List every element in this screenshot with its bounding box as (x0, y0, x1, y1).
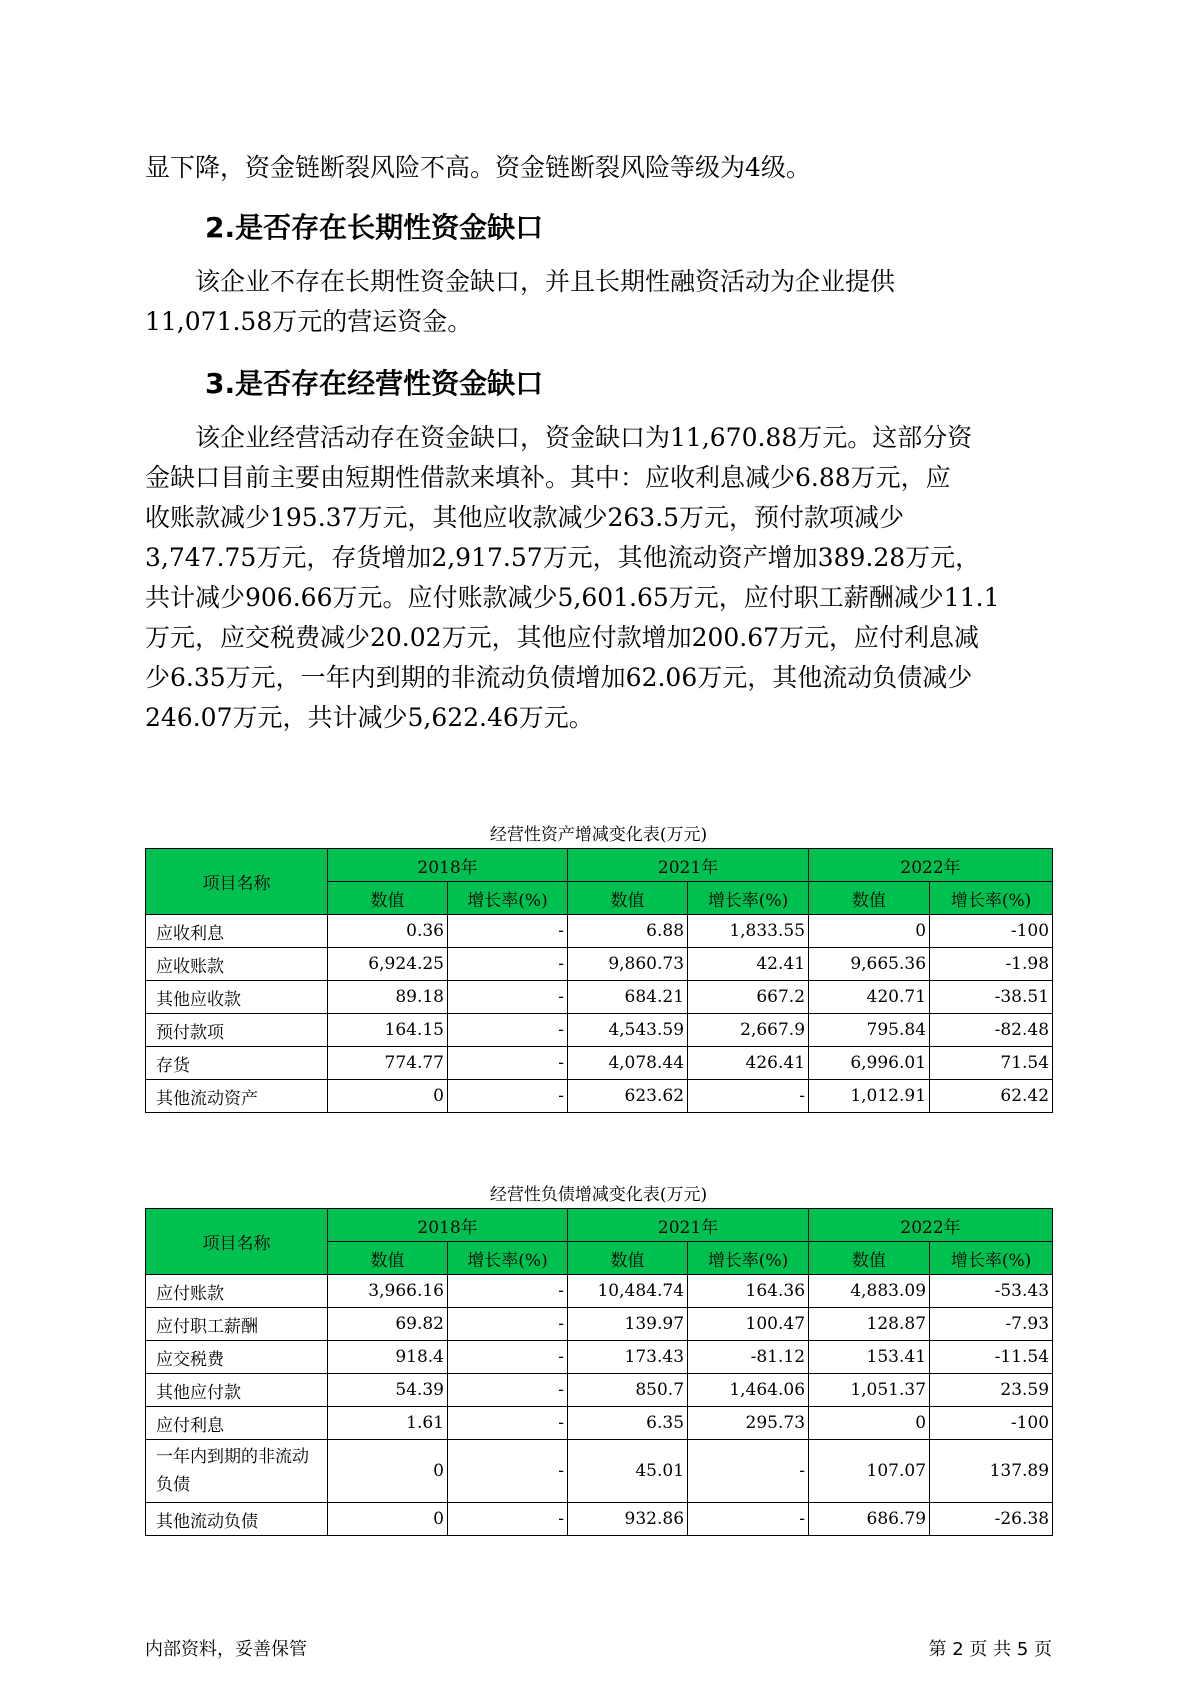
cell: 139.97 (568, 1308, 688, 1341)
header-row-years (146, 1209, 1053, 1242)
row-name: 一年内到期的非流动负债 (146, 1440, 328, 1503)
cell: 0 (328, 1440, 448, 1503)
cell: 173.43 (568, 1341, 688, 1374)
row-name: 应收账款 (146, 948, 328, 981)
heading-long-term-gap: 2.是否存在长期性资金缺口 (205, 211, 544, 244)
cell: 164.36 (688, 1275, 809, 1308)
cell: - (448, 1341, 568, 1374)
cell: 71.54 (930, 1047, 1053, 1080)
cell: - (688, 1503, 809, 1536)
cell: - (448, 1275, 568, 1308)
cell: 137.89 (930, 1440, 1053, 1503)
row-name: 应付利息 (146, 1407, 328, 1440)
cell: -1.98 (930, 948, 1053, 981)
liabilities-table-caption: 经营性负债增减变化表(万元) (489, 1185, 708, 1205)
header-growth: 增长率(%) (930, 1242, 1053, 1275)
text-line: 显下降，资金链断裂风险不高。资金链断裂风险等级为4级。 (145, 153, 811, 182)
cell: -82.48 (930, 1014, 1053, 1047)
table-row (146, 1080, 1053, 1113)
cell: - (688, 1080, 809, 1113)
header-year-2021: 2021年 (568, 849, 809, 882)
cell: -81.12 (688, 1341, 809, 1374)
paragraph-long-term-gap (145, 262, 1065, 342)
assets-table-caption: 经营性资产增减变化表(万元) (489, 825, 708, 845)
cell: -7.93 (930, 1308, 1053, 1341)
cell: 128.87 (809, 1308, 930, 1341)
header-year-2018: 2018年 (328, 1209, 568, 1242)
row-name: 应付账款 (146, 1275, 328, 1308)
cell: 6.35 (568, 1407, 688, 1440)
text-line: 3,747.75万元，存货增加2,917.57万元，其他流动资产增加389.28万元， (145, 543, 981, 572)
header-value: 数值 (809, 882, 930, 915)
cell: -38.51 (930, 981, 1053, 1014)
table-row (146, 1275, 1053, 1308)
text-line: 该企业经营活动存在资金缺口，资金缺口为11,670.88万元。这部分资 (145, 423, 973, 452)
cell: 4,078.44 (568, 1047, 688, 1080)
table-row (146, 1014, 1053, 1047)
cell: 9,665.36 (809, 948, 930, 981)
table-row (146, 915, 1053, 948)
cell: - (448, 1407, 568, 1440)
cell: 153.41 (809, 1341, 930, 1374)
footer-confidential-note: 内部资料，妥善保管 (145, 1639, 307, 1660)
cell: 1,012.91 (809, 1080, 930, 1113)
header-year-2022: 2022年 (809, 849, 1053, 882)
cell: 0 (328, 1080, 448, 1113)
cell: 932.86 (568, 1503, 688, 1536)
row-name: 其他应收款 (146, 981, 328, 1014)
header-item-name: 项目名称 (146, 849, 328, 915)
cell: -26.38 (930, 1503, 1053, 1536)
header-year-2018: 2018年 (328, 849, 568, 882)
header-year-2021: 2021年 (568, 1209, 809, 1242)
cell: 54.39 (328, 1374, 448, 1407)
cell: 4,543.59 (568, 1014, 688, 1047)
cell: 295.73 (688, 1407, 809, 1440)
cell: 1,464.06 (688, 1374, 809, 1407)
text-line: 246.07万元，共计减少5,622.46万元。 (145, 703, 594, 732)
cell: 45.01 (568, 1440, 688, 1503)
table-row (146, 1308, 1053, 1341)
cell: 0 (809, 1407, 930, 1440)
cell: 1,051.37 (809, 1374, 930, 1407)
cell: -100 (930, 1407, 1053, 1440)
liabilities-table (145, 1208, 1053, 1536)
cell: 623.62 (568, 1080, 688, 1113)
cell: 420.71 (809, 981, 930, 1014)
cell: 10,484.74 (568, 1275, 688, 1308)
cell: 774.77 (328, 1047, 448, 1080)
cell: 667.2 (688, 981, 809, 1014)
cell: - (448, 981, 568, 1014)
header-growth: 增长率(%) (688, 1242, 809, 1275)
cell: 6,924.25 (328, 948, 448, 981)
paragraph-risk-conclusion (145, 148, 1065, 188)
cell: - (448, 1014, 568, 1047)
cell: 6.88 (568, 915, 688, 948)
cell: 918.4 (328, 1341, 448, 1374)
cell: 42.41 (688, 948, 809, 981)
cell: 1,833.55 (688, 915, 809, 948)
cell: - (448, 1440, 568, 1503)
cell: 0 (809, 915, 930, 948)
text-line: 收账款减少195.37万元，其他应收款减少263.5万元，预付款项减少 (145, 503, 905, 532)
header-growth: 增长率(%) (448, 882, 568, 915)
row-name: 应交税费 (146, 1341, 328, 1374)
cell: -100 (930, 915, 1053, 948)
footer-page-number: 第 2 页 共 5 页 (928, 1639, 1052, 1660)
cell: 100.47 (688, 1308, 809, 1341)
header-value: 数值 (809, 1242, 930, 1275)
cell: - (448, 915, 568, 948)
cell: 850.7 (568, 1374, 688, 1407)
cell: 62.42 (930, 1080, 1053, 1113)
cell: 0.36 (328, 915, 448, 948)
header-year-2022: 2022年 (809, 1209, 1053, 1242)
header-value: 数值 (568, 1242, 688, 1275)
cell: 2,667.9 (688, 1014, 809, 1047)
table-row (146, 1374, 1053, 1407)
text-line: 11,071.58万元的营运资金。 (145, 307, 473, 336)
header-value: 数值 (568, 882, 688, 915)
assets-table (145, 848, 1053, 1113)
cell: 6,996.01 (809, 1047, 930, 1080)
text-line: 该企业不存在长期性资金缺口，并且长期性融资活动为企业提供 (145, 267, 896, 296)
cell: 107.07 (809, 1440, 930, 1503)
row-name: 应付职工薪酬 (146, 1308, 328, 1341)
header-growth: 增长率(%) (930, 882, 1053, 915)
cell: - (688, 1440, 809, 1503)
header-value: 数值 (328, 1242, 448, 1275)
cell: 426.41 (688, 1047, 809, 1080)
cell: 9,860.73 (568, 948, 688, 981)
cell: 23.59 (930, 1374, 1053, 1407)
table-row (146, 1440, 1053, 1503)
row-name: 其他应付款 (146, 1374, 328, 1407)
text-line: 共计减少906.66万元。应付账款减少5,601.65万元，应付职工薪酬减少11.1 (145, 583, 1000, 612)
cell: 4,883.09 (809, 1275, 930, 1308)
header-item-name: 项目名称 (146, 1209, 328, 1275)
header-value: 数值 (328, 882, 448, 915)
cell: - (448, 1503, 568, 1536)
table-row (146, 948, 1053, 981)
cell: 684.21 (568, 981, 688, 1014)
cell: - (448, 1374, 568, 1407)
row-name: 其他流动负债 (146, 1503, 328, 1536)
text-line: 少6.35万元，一年内到期的非流动负债增加62.06万元，其他流动负债减少 (145, 663, 973, 692)
cell: 686.79 (809, 1503, 930, 1536)
header-growth: 增长率(%) (448, 1242, 568, 1275)
table-row (146, 1341, 1053, 1374)
cell: 1.61 (328, 1407, 448, 1440)
text-line: 万元，应交税费减少20.02万元，其他应付款增加200.67万元，应付利息减 (145, 623, 980, 652)
row-name: 其他流动资产 (146, 1080, 328, 1113)
header-row-years (146, 849, 1053, 882)
cell: - (448, 948, 568, 981)
row-name: 存货 (146, 1047, 328, 1080)
header-growth: 增长率(%) (688, 882, 809, 915)
cell: 3,966.16 (328, 1275, 448, 1308)
cell: -11.54 (930, 1341, 1053, 1374)
heading-operating-gap: 3.是否存在经营性资金缺口 (205, 367, 544, 400)
cell: - (448, 1047, 568, 1080)
cell: 0 (328, 1503, 448, 1536)
table-row (146, 1047, 1053, 1080)
cell: -53.43 (930, 1275, 1053, 1308)
table-row (146, 1503, 1053, 1536)
cell: - (448, 1080, 568, 1113)
cell: 795.84 (809, 1014, 930, 1047)
cell: 69.82 (328, 1308, 448, 1341)
cell: 164.15 (328, 1014, 448, 1047)
cell: - (448, 1308, 568, 1341)
cell: 89.18 (328, 981, 448, 1014)
row-name: 应收利息 (146, 915, 328, 948)
row-name: 预付款项 (146, 1014, 328, 1047)
text-line: 金缺口目前主要由短期性借款来填补。其中：应收利息减少6.88万元，应 (145, 463, 951, 492)
paragraph-operating-gap (145, 418, 1065, 738)
table-row (146, 981, 1053, 1014)
table-row (146, 1407, 1053, 1440)
